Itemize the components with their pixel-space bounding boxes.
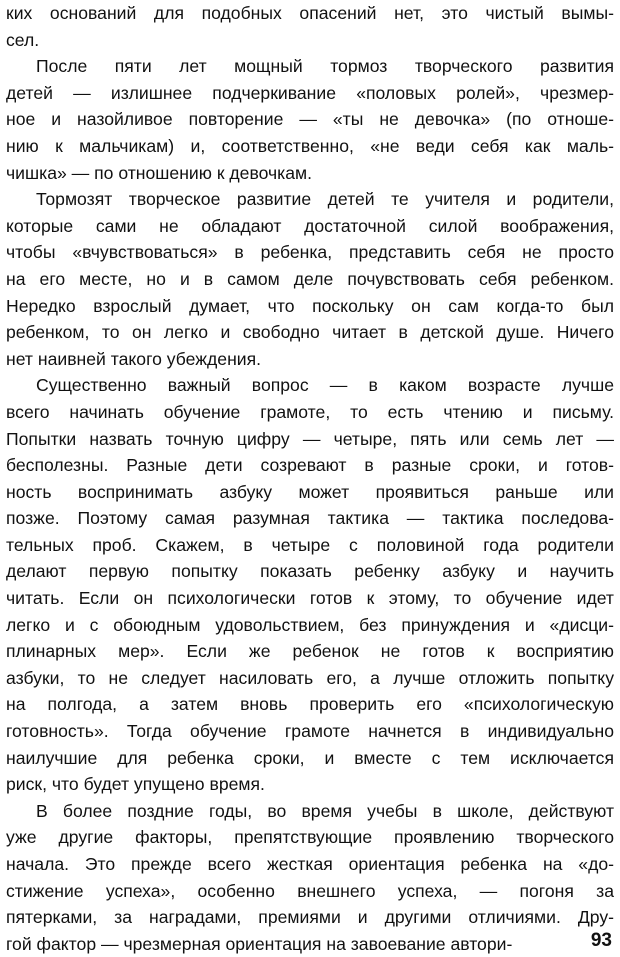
text-line: нет наивней такого убеждения. — [6, 348, 262, 369]
paragraph — [6, 372, 614, 798]
text-line: плинарных мер». Если же ребенок не готов к восприятию — [6, 641, 614, 662]
text-line: детей — излишнее подчеркивание «половых ролей», чрезмер- — [6, 82, 614, 103]
text-line: После пяти лет мощный тормоз творческого развития — [36, 56, 614, 77]
text-line: уже другие факторы, препятствующие проявлению творческого — [6, 827, 614, 848]
text-line: чтобы «вчувствоваться» в ребенка, представить себя не просто — [6, 242, 614, 263]
text-line: сел. — [6, 29, 40, 50]
paragraph — [6, 0, 614, 53]
text-line: готовность». Тогда обучение грамоте начнется в индивидуально — [6, 721, 614, 742]
text-line: тельных проб. Скажем, в четыре с половиной года родители — [6, 534, 614, 555]
text-line: нию к мальчикам) и, соответственно, «не веди себя как маль- — [6, 135, 614, 156]
text-line: на полгода, а затем вновь проверить его «психологическую — [6, 694, 614, 715]
text-line: делают первую попытку показать ребенку азбуку и научить — [6, 561, 614, 582]
text-line: ность воспринимать азбуку может проявиться раньше или — [6, 481, 614, 502]
body-text — [6, 0, 614, 957]
page-number: 93 — [590, 930, 612, 951]
text-line: которые сами не обладают достаточной силой воображения, — [6, 215, 614, 236]
text-line: В более поздние годы, во время учебы в школе, действуют — [36, 800, 614, 821]
paragraph — [6, 53, 614, 186]
text-line: легко и с обоюдным удовольствием, без принуждения и «дисци- — [6, 614, 614, 635]
text-line: стижение успеха», особенно внешнего успеха, — погоня за — [6, 880, 614, 901]
text-line: ребенком, то он легко и свободно читает в детской душе. Ничего — [6, 322, 614, 343]
paragraph — [6, 186, 614, 372]
text-line: чишка» — по отношению к девочкам. — [6, 162, 313, 183]
text-line: гой фактор — чрезмерная ориентация на завоевание автори- — [6, 933, 513, 954]
text-line: Попытки назвать точную цифру — четыре, пять или семь лет — — [6, 428, 614, 449]
text-line: Существенно важный вопрос — в каком возрасте лучше — [36, 375, 614, 396]
text-line: на его месте, но и в самом деле почувствовать себя ребенком. — [6, 268, 614, 289]
text-line: начала. Это прежде всего жесткая ориентация ребенка на «до- — [6, 854, 614, 874]
text-line: Нередко взрослый думает, что поскольку он сам когда-то был — [6, 295, 614, 316]
text-line: всего начинать обучение грамоте, то есть чтению и письму. — [6, 401, 614, 422]
text-line: наилучшие для ребенка сроки, и вместе с тем исключается — [6, 747, 614, 768]
text-line: азбуки, то не следует насиловать его, а лучше отложить попытку — [6, 667, 614, 688]
text-line: позже. Поэтому самая разумная тактика — тактика последова- — [6, 508, 614, 529]
text-line: риск, что будет упущено время. — [6, 774, 265, 795]
text-line: бесполезны. Разные дети созревают в разные сроки, и готов- — [6, 455, 614, 476]
paragraph — [6, 798, 614, 957]
text-line: пятерками, за наградами, премиями и другими отличиями. Дру- — [6, 907, 614, 928]
text-line: ное и назойливое повторение — «ты не девочка» (по отноше- — [6, 109, 614, 130]
text-line: читать. Если он психологически готов к этому, то обучение идет — [6, 588, 614, 609]
text-line: Тормозят творческое развитие детей те учителя и родители, — [36, 189, 614, 210]
text-line: ких оснований для подобных опасений нет, это чистый вымы- — [6, 3, 614, 23]
